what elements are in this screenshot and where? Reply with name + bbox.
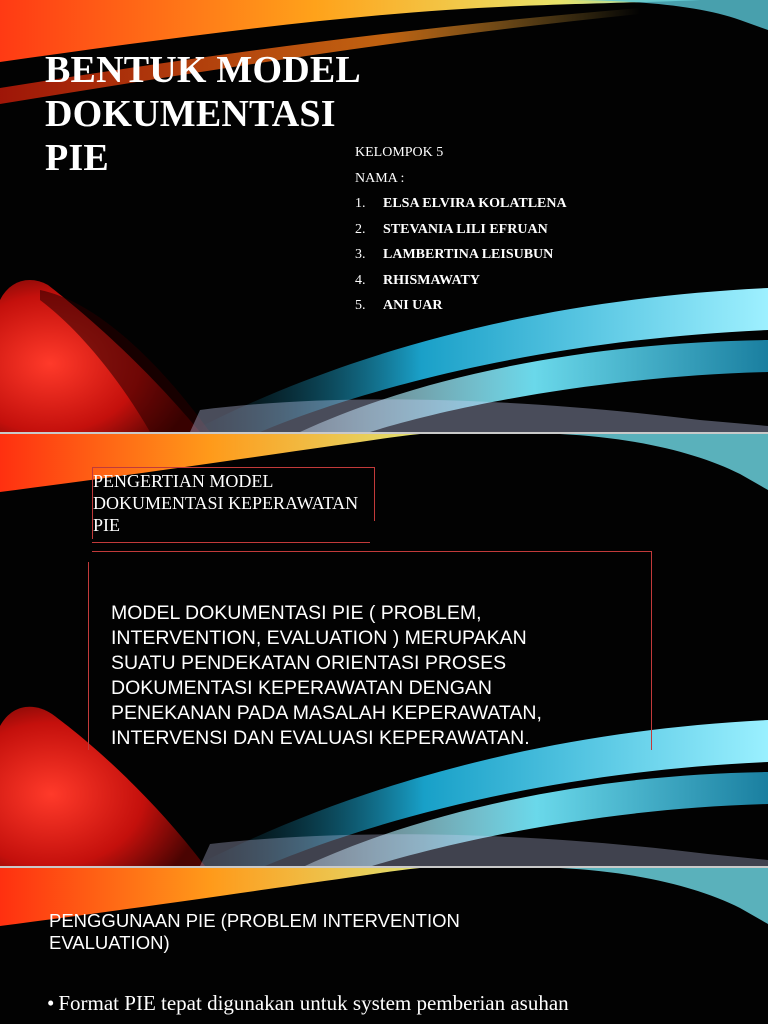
slide-2[interactable] bbox=[0, 434, 768, 866]
content-box-left-line bbox=[88, 562, 89, 750]
group-label: KELOMPOK 5 bbox=[355, 145, 444, 160]
heading-line: EVALUATION) bbox=[49, 932, 170, 953]
member-number: 5. bbox=[355, 298, 366, 313]
member-item bbox=[355, 297, 567, 323]
heading-line: PENGGUNAAN PIE (PROBLEM INTERVENTION bbox=[49, 910, 460, 931]
slide-2-heading bbox=[93, 470, 358, 536]
title-line: PIE bbox=[45, 137, 109, 179]
slide-1[interactable] bbox=[0, 0, 768, 432]
heading-line: PIE bbox=[93, 515, 120, 535]
body-line: PENEKANAN PADA MASALAH KEPERAWATAN, bbox=[111, 702, 542, 724]
member-number: 1. bbox=[355, 196, 366, 211]
slide-2-body-text bbox=[111, 601, 542, 751]
member-item bbox=[355, 195, 567, 221]
heading-right-line bbox=[374, 467, 375, 521]
slide-1-title bbox=[45, 48, 361, 180]
title-line: DOKUMENTASI bbox=[45, 93, 336, 135]
content-box-right-line bbox=[651, 552, 652, 750]
heading-top-line bbox=[92, 467, 374, 468]
heading-line: PENGERTIAN MODEL bbox=[93, 471, 274, 491]
member-number: 3. bbox=[355, 247, 366, 262]
member-name: LAMBERTINA LEISUBUN bbox=[383, 247, 554, 262]
member-name: STEVANIA LILI EFRUAN bbox=[383, 221, 548, 237]
member-item bbox=[355, 272, 567, 298]
bullet-icon: • bbox=[47, 991, 55, 1015]
body-line: INTERVENTION, EVALUATION ) MERUPAKAN bbox=[111, 627, 527, 649]
bullet-text: Format PIE tepat digunakan untuk system pemberian asuhan bbox=[58, 991, 569, 1015]
member-item bbox=[355, 246, 567, 272]
body-line: SUATU PENDEKATAN ORIENTASI PROSES bbox=[111, 652, 507, 674]
member-name: RHISMAWATY bbox=[383, 272, 480, 288]
member-item bbox=[355, 221, 567, 247]
bullet-item bbox=[47, 990, 569, 1017]
heading-bottom-line bbox=[92, 542, 370, 543]
member-number: 4. bbox=[355, 272, 366, 288]
group-info bbox=[355, 144, 567, 323]
title-line: BENTUK MODEL bbox=[45, 49, 361, 91]
slide-3-heading bbox=[49, 910, 460, 954]
body-line: MODEL DOKUMENTASI PIE ( PROBLEM, bbox=[111, 602, 482, 624]
body-line: DOKUMENTASI KEPERAWATAN DENGAN bbox=[111, 677, 493, 699]
name-label: NAMA : bbox=[355, 170, 405, 186]
slide-3[interactable] bbox=[0, 868, 768, 1024]
content-box-top-line bbox=[92, 551, 652, 552]
body-line: INTERVENSI DAN EVALUASI KEPERAWATAN. bbox=[111, 727, 530, 749]
member-name: ELSA ELVIRA KOLATLENA bbox=[383, 196, 567, 211]
member-name: ANI UAR bbox=[383, 298, 443, 313]
heading-line: DOKUMENTASI KEPERAWATAN bbox=[93, 493, 359, 513]
member-number: 2. bbox=[355, 221, 366, 237]
